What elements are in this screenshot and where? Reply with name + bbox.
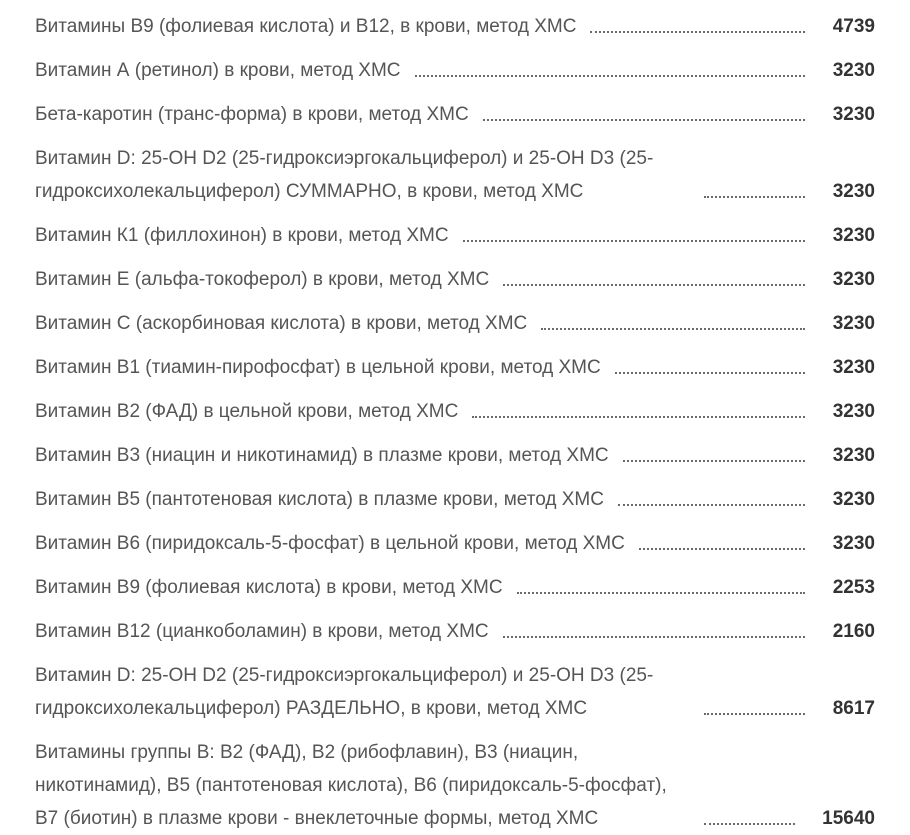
dotted-leader [639, 548, 805, 550]
test-name[interactable]: Витамин В6 (пиридоксаль-5-фосфат) в цельной крови, метод ХМС [35, 533, 625, 554]
test-price: 3230 [832, 489, 875, 510]
price-row-vitamin-b3[interactable] [35, 439, 875, 472]
test-price: 8617 [832, 698, 875, 719]
price-row-vitamin-b6[interactable] [35, 527, 875, 560]
price-row-vitamin-b9[interactable] [35, 571, 875, 604]
price-row-vitamin-e[interactable] [35, 263, 875, 296]
test-price: 3230 [832, 181, 875, 202]
test-price: 3230 [832, 313, 875, 334]
test-name[interactable]: Витамин К1 (филлохинон) в крови, метод ХМС [35, 225, 449, 246]
test-price: 3230 [832, 225, 875, 246]
price-row-vitamin-d-total[interactable] [35, 142, 875, 208]
dotted-leader [503, 284, 805, 286]
test-price: 3230 [832, 445, 875, 466]
test-name[interactable]: Витамин D: 25-OH D2 (25-гидроксиэргокальциферол) и 25-OH D3 (25-гидроксихолекальциферол) РАЗДЕЛЬНО, в крови, метод ХМС [35, 665, 654, 719]
price-row-vitamin-d-separate[interactable] [35, 659, 875, 725]
test-name[interactable]: Витамин В2 (ФАД) в цельной крови, метод ХМС [35, 401, 459, 422]
price-row-vitamin-k1[interactable] [35, 219, 875, 252]
test-name[interactable]: Витамин В12 (цианкоболамин) в крови, метод ХМС [35, 621, 489, 642]
test-price: 15640 [822, 808, 875, 829]
price-row-vitamin-b2[interactable] [35, 395, 875, 428]
test-name[interactable]: Витамин В5 (пантотеновая кислота) в плазме крови, метод ХМС [35, 489, 604, 510]
dotted-leader [615, 372, 805, 374]
test-price: 3230 [832, 269, 875, 290]
test-name[interactable]: Витамины группы В: В2 (ФАД), В2 (рибофлавин), В3 (ниацин, никотинамид), В5 (пантотеновая кислота), В6 (пиридоксаль-5-фосфат), В7 (биотин) в плазме крови - внеклеточные формы, метод ХМС [35, 742, 667, 829]
test-name[interactable]: Бета-каротин (транс-форма) в крови, метод ХМС [35, 104, 469, 125]
price-row-vitamin-b12[interactable] [35, 615, 875, 648]
price-row-vitamin-b9-b12[interactable] [35, 10, 875, 43]
price-row-vitamin-c[interactable] [35, 307, 875, 340]
test-name[interactable]: Витамин D: 25-OH D2 (25-гидроксиэргокальциферол) и 25-OH D3 (25-гидроксихолекальциферол) СУММАРНО, в крови, метод ХМС [35, 148, 654, 202]
dotted-leader [463, 240, 805, 242]
test-price: 3230 [832, 533, 875, 554]
test-price: 3230 [832, 104, 875, 125]
test-name[interactable]: Витамин В1 (тиамин-пирофосфат) в цельной крови, метод ХМС [35, 357, 601, 378]
dotted-leader [483, 119, 805, 121]
price-row-vitamin-b-group[interactable] [35, 736, 875, 835]
test-price: 3230 [832, 357, 875, 378]
price-row-vitamin-a[interactable] [35, 54, 875, 87]
test-price: 2160 [832, 621, 875, 642]
dotted-leader [704, 196, 805, 198]
test-name[interactable]: Витамин В3 (ниацин и никотинамид) в плазме крови, метод ХМС [35, 445, 609, 466]
test-name[interactable]: Витамины В9 (фолиевая кислота) и В12, в крови, метод ХМС [35, 16, 577, 37]
test-name[interactable]: Витамин Е (альфа-токоферол) в крови, метод ХМС [35, 269, 490, 290]
dotted-leader [503, 636, 805, 638]
test-name[interactable]: Витамин В9 (фолиевая кислота) в крови, метод ХМС [35, 577, 503, 598]
test-price: 3230 [832, 60, 875, 81]
dotted-leader [623, 460, 805, 462]
dotted-leader [704, 713, 805, 715]
price-row-vitamin-b5[interactable] [35, 483, 875, 516]
price-row-beta-carotene[interactable] [35, 98, 875, 131]
test-price: 3230 [832, 401, 875, 422]
dotted-leader [590, 31, 805, 33]
dotted-leader [618, 504, 805, 506]
dotted-leader [541, 328, 805, 330]
test-price: 4739 [832, 16, 875, 37]
test-name[interactable]: Витамин А (ретинол) в крови, метод ХМС [35, 60, 401, 81]
dotted-leader [472, 416, 805, 418]
dotted-leader [704, 823, 795, 825]
price-row-vitamin-b1[interactable] [35, 351, 875, 384]
dotted-leader [517, 592, 805, 594]
test-price: 2253 [832, 577, 875, 598]
dotted-leader [415, 75, 805, 77]
test-name[interactable]: Витамин С (аскорбиновая кислота) в крови, метод ХМС [35, 313, 528, 334]
